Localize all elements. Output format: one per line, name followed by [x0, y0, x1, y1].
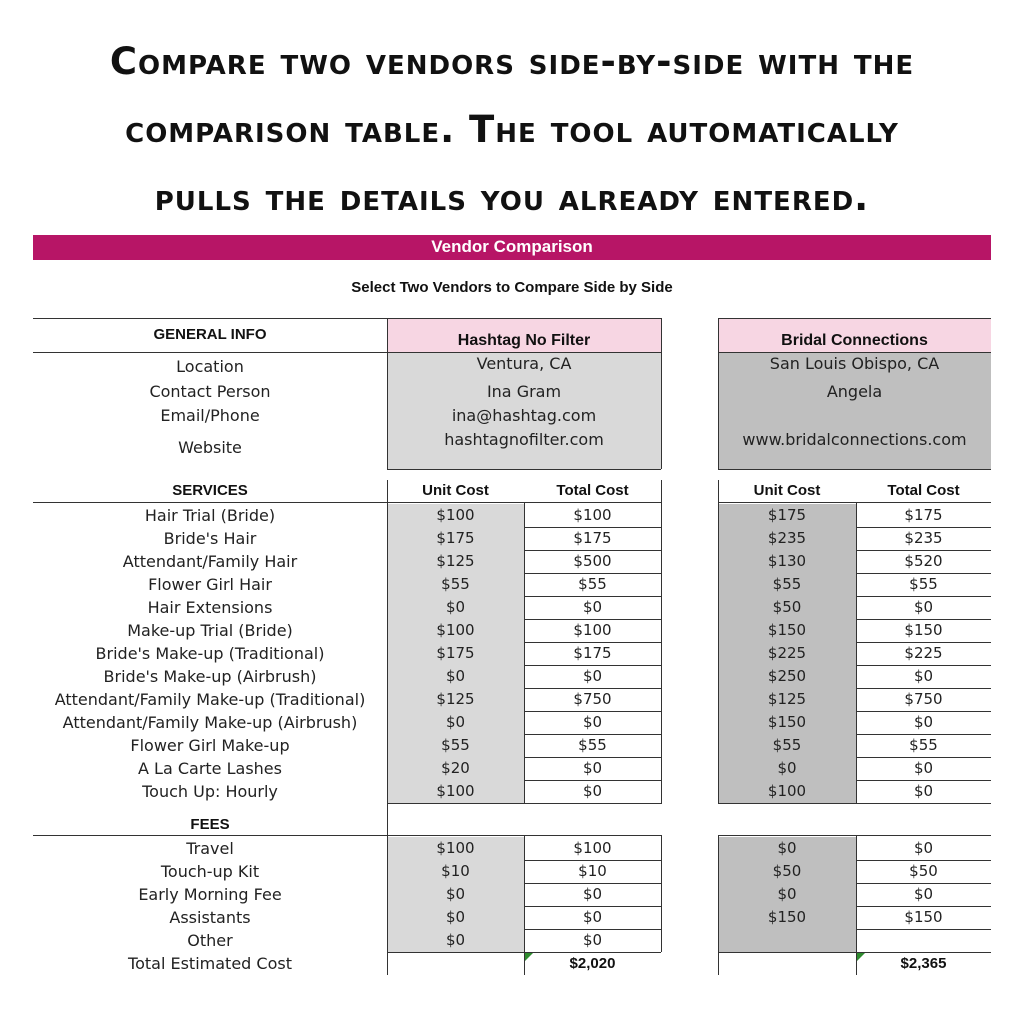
- fee-label: Travel: [186, 839, 234, 858]
- service-total-cost: $100: [573, 621, 612, 639]
- fee-unit-cost: $0: [445, 885, 466, 903]
- service-unit-cost: $175: [767, 506, 807, 524]
- fee-unit-cost: $0: [777, 885, 797, 903]
- fee-unit-cost: $0: [445, 908, 466, 926]
- fee-unit-cost: $100: [436, 839, 475, 857]
- service-total-cost: $55: [909, 736, 938, 754]
- service-unit-cost: $175: [436, 529, 475, 547]
- unit-cost-header-2: Unit Cost: [753, 482, 821, 499]
- vendor-comparison-title: Vendor Comparison: [33, 235, 991, 260]
- vendor-1-website: hashtagnofilter.com: [444, 430, 604, 449]
- service-unit-cost: $100: [436, 506, 475, 524]
- service-total-cost: $0: [582, 667, 603, 685]
- service-total-cost: $55: [909, 575, 938, 593]
- service-unit-cost: $0: [445, 713, 466, 731]
- service-label: Make-up Trial (Bride): [127, 621, 293, 640]
- fee-total-cost: $100: [573, 839, 612, 857]
- total-cost-header-2: Total Cost: [887, 482, 960, 499]
- services-header-line-right: [718, 502, 991, 503]
- fee-total-cost: $10: [578, 862, 607, 880]
- service-label: Bride's Make-up (Airbrush): [103, 667, 317, 686]
- formula-indicator-icon: [857, 953, 865, 961]
- service-total-cost: $0: [913, 667, 934, 685]
- info-bottom-line-right: [718, 469, 991, 470]
- service-unit-cost: $150: [767, 621, 807, 639]
- service-total-cost: $520: [904, 552, 943, 570]
- service-label: Attendant/Family Make-up (Traditional): [54, 690, 366, 709]
- col-line: [718, 835, 719, 975]
- vendor-1-contact: Ina Gram: [486, 382, 562, 401]
- fee-total-cost: $0: [582, 931, 603, 949]
- service-unit-cost: $55: [441, 575, 470, 593]
- row-line: [718, 803, 991, 804]
- service-label: Flower Girl Hair: [148, 575, 272, 594]
- service-total-cost: $175: [904, 506, 943, 524]
- service-total-cost: $750: [904, 690, 943, 708]
- service-unit-cost: $50: [772, 598, 802, 616]
- service-total-cost: $0: [913, 759, 934, 777]
- service-label: A La Carte Lashes: [138, 759, 282, 778]
- general-info-header: GENERAL INFO: [153, 326, 267, 343]
- service-total-cost: $0: [913, 782, 934, 800]
- fee-label: Early Morning Fee: [138, 885, 282, 904]
- vendor-1-location: Ventura, CA: [476, 354, 572, 373]
- service-label: Hair Extensions: [147, 598, 273, 617]
- info-label-2: Contact Person: [149, 382, 271, 401]
- col-line: [387, 318, 388, 469]
- fee-unit-cost: $10: [441, 862, 470, 880]
- col-line: [856, 502, 857, 804]
- vendor-2-contact: Angela: [826, 382, 883, 401]
- service-unit-cost: $0: [445, 667, 466, 685]
- fee-unit-cost: $0: [445, 931, 466, 949]
- col-line: [524, 502, 525, 804]
- vendor-2-location: San Louis Obispo, CA: [769, 354, 940, 373]
- service-unit-cost: $125: [767, 690, 807, 708]
- service-total-cost: $55: [578, 575, 607, 593]
- service-unit-cost: $250: [767, 667, 807, 685]
- service-total-cost: $0: [913, 598, 934, 616]
- total-estimated-cost-2: $2,365: [900, 955, 947, 972]
- service-label: Flower Girl Make-up: [130, 736, 290, 755]
- service-total-cost: $0: [582, 598, 603, 616]
- service-total-cost: $235: [904, 529, 943, 547]
- service-unit-cost: $100: [436, 782, 475, 800]
- vendor-1-email: ina@hashtag.com: [451, 406, 597, 425]
- fee-total-cost: $0: [913, 839, 934, 857]
- col-line: [661, 318, 662, 469]
- col-line: [661, 480, 662, 804]
- service-label: Touch Up: Hourly: [142, 782, 278, 801]
- service-label: Bride's Hair: [163, 529, 257, 548]
- fee-total-cost: $50: [909, 862, 938, 880]
- service-label: Attendant/Family Make-up (Airbrush): [62, 713, 358, 732]
- headline-line-1: Compare two vendors side-by-side with the: [109, 40, 915, 83]
- fee-label: Assistants: [169, 908, 251, 927]
- vendor-name-1: Hashtag No Filter: [457, 332, 591, 349]
- fee-total-cost: [856, 929, 991, 952]
- service-unit-cost: $55: [772, 736, 802, 754]
- service-total-cost: $225: [904, 644, 943, 662]
- service-label: Hair Trial (Bride): [144, 506, 276, 525]
- fee-total-cost: $0: [582, 885, 603, 903]
- service-total-cost: $0: [913, 713, 934, 731]
- total-cost-header-1: Total Cost: [556, 482, 629, 499]
- fee-total-cost: $0: [913, 885, 934, 903]
- service-unit-cost: $55: [441, 736, 470, 754]
- headline-line-3: pulls the details you already entered.: [154, 176, 870, 219]
- fee-unit-cost: $150: [767, 908, 807, 926]
- fee-label: Other: [187, 931, 233, 950]
- total-estimated-cost-1: $2,020: [569, 955, 616, 972]
- service-unit-cost: $125: [436, 552, 475, 570]
- services-header: SERVICES: [172, 482, 248, 499]
- fee-total-cost: $150: [904, 908, 943, 926]
- service-total-cost: $750: [573, 690, 612, 708]
- service-total-cost: $0: [582, 782, 603, 800]
- col-line: [718, 480, 719, 804]
- unit-cost-header-1: Unit Cost: [422, 482, 489, 499]
- col-line: [387, 835, 388, 975]
- service-total-cost: $175: [573, 644, 612, 662]
- service-total-cost: $100: [573, 506, 612, 524]
- info-label-4: Website: [178, 438, 242, 457]
- service-total-cost: $500: [573, 552, 612, 570]
- service-label: Attendant/Family Hair: [122, 552, 298, 571]
- headline-line-2: comparison table. The tool automatically: [125, 108, 899, 151]
- service-total-cost: $55: [578, 736, 607, 754]
- comparison-subtitle: Select Two Vendors to Compare Side by Side: [351, 279, 673, 296]
- service-total-cost: $150: [904, 621, 943, 639]
- fees-top-line-left: [33, 835, 661, 836]
- col-line: [661, 835, 662, 952]
- service-unit-cost: $125: [436, 690, 475, 708]
- fee-label: Touch-up Kit: [160, 862, 260, 881]
- service-unit-cost: $175: [436, 644, 475, 662]
- service-unit-cost: $20: [441, 759, 470, 777]
- vendor-name-2: Bridal Connections: [781, 332, 928, 349]
- fees-header: FEES: [190, 816, 230, 833]
- vendor-2-website: www.bridalconnections.com: [742, 430, 967, 449]
- service-total-cost: $175: [573, 529, 612, 547]
- service-total-cost: $0: [582, 713, 603, 731]
- fee-unit-cost: $0: [777, 839, 797, 857]
- col-line: [856, 835, 857, 975]
- services-header-line-left: [33, 502, 661, 503]
- total-estimated-label: Total Estimated Cost: [128, 954, 292, 973]
- service-unit-cost: $0: [777, 759, 797, 777]
- col-line: [387, 803, 388, 835]
- service-label: Bride's Make-up (Traditional): [95, 644, 325, 663]
- col-line: [387, 480, 388, 804]
- service-unit-cost: $130: [767, 552, 807, 570]
- service-unit-cost: $150: [767, 713, 807, 731]
- fee-unit-cost: [718, 929, 856, 952]
- fees-top-line-right: [718, 835, 991, 836]
- service-unit-cost: $55: [772, 575, 802, 593]
- service-total-cost: $0: [582, 759, 603, 777]
- fee-unit-cost: $50: [772, 862, 802, 880]
- vendor-2-email: [718, 405, 991, 427]
- info-label-1: Location: [176, 357, 244, 376]
- service-unit-cost: $235: [767, 529, 807, 547]
- service-unit-cost: $100: [767, 782, 807, 800]
- service-unit-cost: $100: [436, 621, 475, 639]
- info-bottom-line-left: [387, 469, 661, 470]
- col-line: [718, 318, 719, 469]
- col-line: [524, 835, 525, 975]
- service-unit-cost: $0: [445, 598, 466, 616]
- fee-total-cost: $0: [582, 908, 603, 926]
- service-unit-cost: $225: [767, 644, 807, 662]
- info-label-3: Email/Phone: [160, 406, 260, 425]
- formula-indicator-icon: [525, 953, 533, 961]
